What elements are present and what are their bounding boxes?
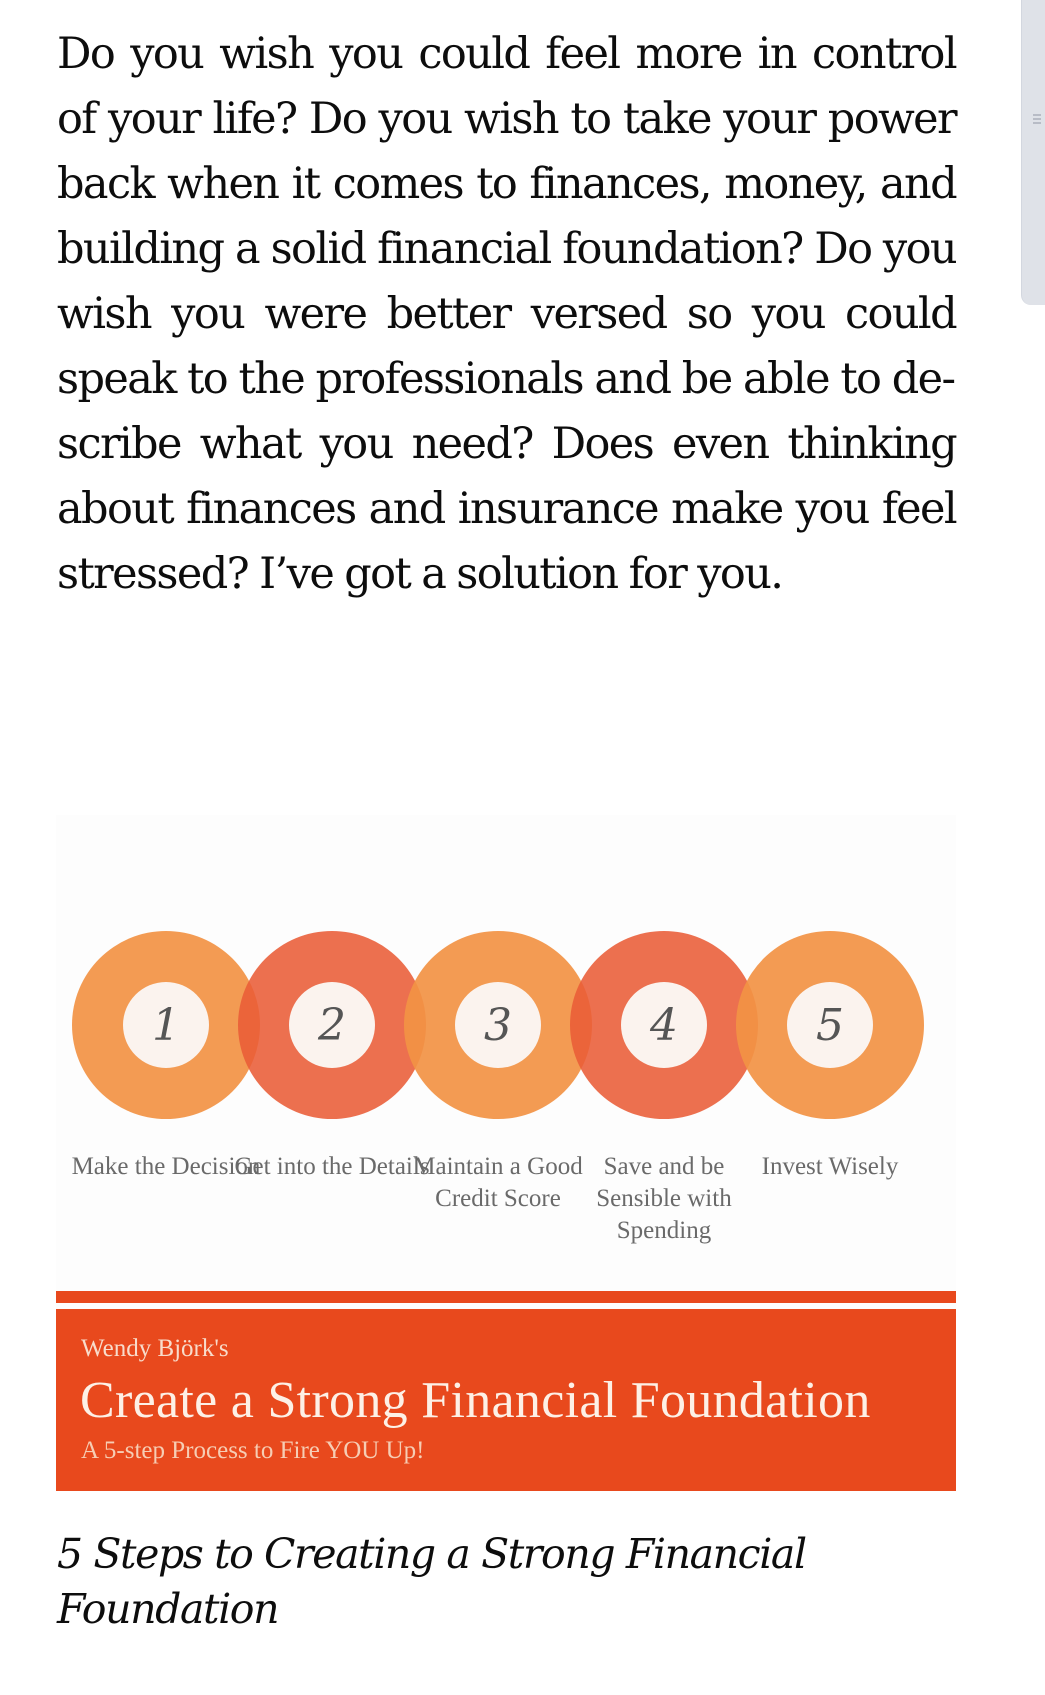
step-label: Maintain a Good Credit Score [413,1153,583,1212]
steps-diagram [56,815,956,1285]
step-number: 1 [123,982,209,1068]
grip-lines-icon [1033,114,1041,126]
scrollbar-thumb[interactable] [1021,0,1045,305]
step-label: Save and be Sensible with Spending [596,1153,732,1244]
banner-subtitle: A 5-step Process to Fire YOU Up! [81,1437,425,1464]
article-figure [56,815,956,1491]
step-label: Get into the Details [234,1153,430,1180]
step-number: 4 [621,982,707,1068]
step-label: Make the Decision [71,1153,261,1180]
step-label: Invest Wisely [761,1153,899,1180]
step-number: 5 [787,982,873,1068]
figure-caption: 5 Steps to Creating a Strong Financial Foundation [57,1530,806,1633]
step-number: 3 [455,982,541,1068]
title-banner [56,1309,956,1491]
intro-paragraph: Do you wish you could feel more in control of your life? Do you wish to take your power back when it comes to finances, money, and building a solid financial foundation? Do you wish you were better versed so you could speak to the professionals and be able to describe what you need? Does even thinking about finances and insurance make you feel stressed? I’ve got a solution for you. [57,29,956,599]
banner-author: Wendy Björk's [81,1335,229,1362]
step-number: 2 [289,982,375,1068]
banner-title: Create a Strong Financial Foundation [80,1372,871,1429]
banner-stripe [56,1291,956,1303]
